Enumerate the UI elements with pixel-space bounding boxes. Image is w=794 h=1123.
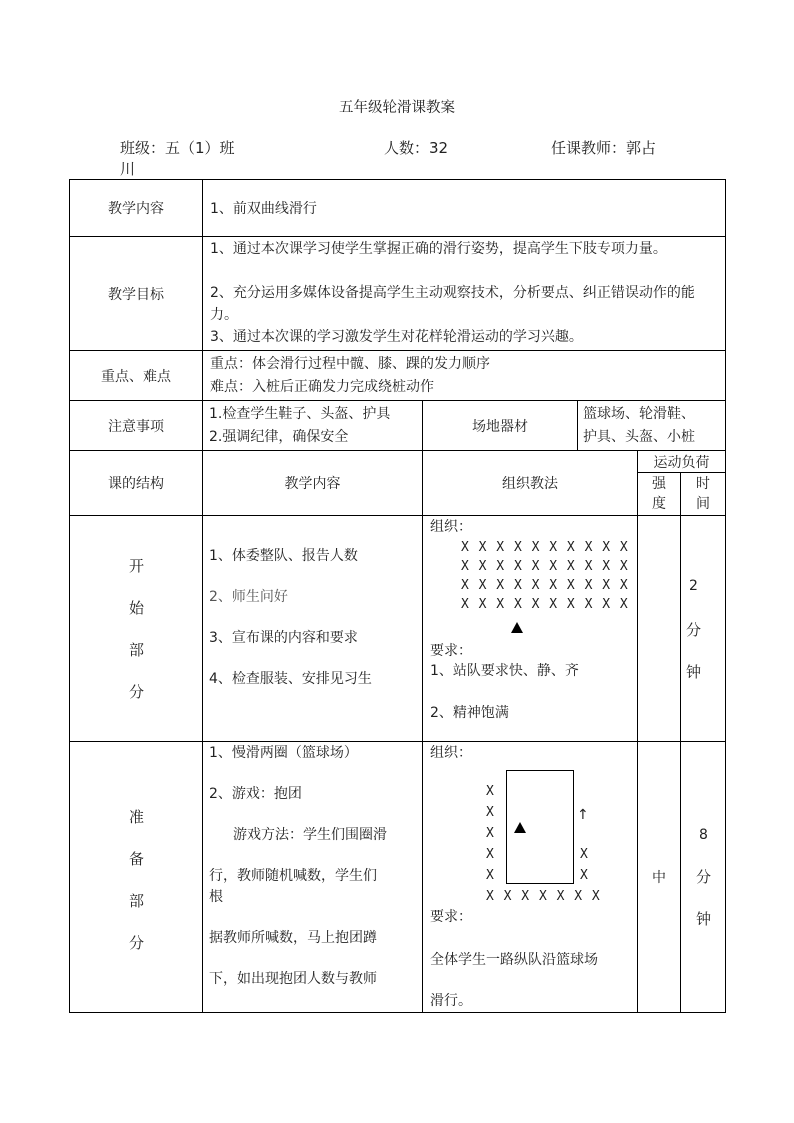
start-item-3: 3、宣布课的内容和要求	[209, 630, 358, 646]
right-col-1: X	[580, 847, 589, 862]
formation-row-2: X X X X X X X X X X	[461, 559, 629, 574]
lesson-table	[69, 179, 726, 1013]
start-req-label: 要求：	[430, 643, 472, 659]
label-venue	[423, 401, 578, 451]
start-item-4: 4、检查服装、安排见习生	[209, 671, 372, 687]
left-col-5: X	[486, 868, 495, 883]
student-count: 人数：32	[384, 139, 449, 157]
prep-method-cell	[423, 742, 638, 1013]
prep-item-4: 行，教师随机喊数，学生们	[209, 868, 377, 884]
prep-label-3: 部	[128, 892, 144, 910]
page-title: 五年级轮滑课教案	[339, 100, 455, 116]
start-method-cell	[423, 516, 638, 742]
start-time-2: 分	[685, 621, 701, 639]
start-content-cell	[203, 516, 423, 742]
label-time	[681, 473, 726, 516]
class-info	[120, 138, 235, 180]
prep-item-5: 根	[209, 889, 223, 905]
label-notes	[70, 401, 203, 451]
label-content-text: 教学内容	[108, 201, 164, 217]
goal-3: 3、通过本次课的学习激发学生对花样轮滑运动的学习兴趣。	[210, 329, 583, 345]
prep-item-7: 下，如出现抱团人数与教师	[209, 971, 377, 987]
prep-time-1: 8	[699, 827, 708, 843]
direction-arrow-icon: ↑	[577, 807, 589, 823]
formation-row-1: X X X X X X X X X X	[461, 540, 629, 555]
left-col-2: X	[486, 805, 495, 820]
label-structure	[70, 451, 203, 516]
left-col-3: X	[486, 826, 495, 841]
prep-item-6: 据教师所喊数，马上抱团蹲	[209, 930, 377, 946]
prep-time-3: 钟	[695, 910, 711, 928]
prep-label-2: 备	[128, 850, 144, 868]
label-load-text: 运动负荷	[653, 454, 710, 471]
goal-1: 1、通过本次课学习使学生掌握正确的滑行姿势，提高学生下肢专项力量。	[210, 241, 667, 257]
prep-label-4: 分	[128, 934, 144, 952]
formation-row-4: X X X X X X X X X X	[461, 597, 629, 612]
class-line1: 班级：五（1）班	[120, 139, 235, 157]
class-line2: 川	[120, 160, 136, 178]
prep-item-2: 2、游戏：抱团	[209, 786, 302, 802]
label-method-text: 组织教法	[502, 476, 558, 492]
label-load	[638, 451, 726, 473]
start-label-1: 开	[128, 557, 144, 575]
start-label-2: 始	[128, 599, 144, 617]
label-structure-text: 课的结构	[108, 476, 164, 492]
prep-label-1: 准	[128, 808, 144, 826]
goal-2: 2、充分运用多媒体设备提高学生主动观察技术，分析要点、纠正错误动作的能力。	[210, 285, 695, 323]
prep-content-cell	[203, 742, 423, 1013]
prep-label-cell	[70, 742, 203, 1013]
start-time-1: 2	[689, 578, 698, 594]
start-item-1: 1、体委整队、报告人数	[209, 548, 358, 564]
equipment-2: 护具、头盔、小桩	[583, 429, 695, 445]
teacher-triangle-icon	[511, 622, 523, 633]
note-1: 1.检查学生鞋子、头盔、护具	[209, 406, 391, 422]
label-goals	[70, 237, 203, 351]
difficult-point: 难点：入桩后正确发力完成绕桩动作	[210, 379, 434, 395]
note-2: 2.强调纪律，确保安全	[209, 429, 349, 445]
prep-time-2: 分	[695, 868, 711, 886]
label-content2-text: 教学内容	[284, 476, 341, 492]
start-req-2: 2、精神饱满	[430, 705, 509, 721]
prep-req-2: 滑行。	[430, 993, 472, 1009]
start-time-3: 钟	[685, 663, 701, 681]
start-label-4: 分	[128, 683, 144, 701]
label-intensity-text: 强度	[652, 476, 666, 512]
label-content2	[203, 451, 423, 516]
label-key	[70, 351, 203, 401]
prep-org-label: 组织：	[430, 745, 472, 761]
label-time-text: 时间	[696, 476, 710, 512]
prep-intensity-cell	[638, 742, 681, 1013]
label-method	[423, 451, 638, 516]
prep-item-1: 1、慢滑两圈（篮球场）	[209, 745, 358, 761]
start-label-cell	[70, 516, 203, 742]
formation-row-3: X X X X X X X X X X	[461, 578, 629, 593]
start-req-1: 1、站队要求快、静、齐	[430, 663, 579, 679]
equipment-cell	[578, 401, 726, 451]
start-org-label: 组织：	[430, 519, 472, 535]
start-time-cell	[681, 516, 726, 742]
right-col-2: X	[580, 868, 589, 883]
key-cell	[203, 351, 726, 401]
content-text: 1、前双曲线滑行	[210, 201, 317, 217]
start-label-3: 部	[128, 641, 144, 659]
label-key-text: 重点、难点	[101, 368, 171, 385]
prep-intensity: 中	[652, 870, 666, 886]
left-col-4: X	[486, 847, 495, 862]
notes-cell	[203, 401, 423, 451]
label-goals-text: 教学目标	[108, 286, 164, 303]
teacher-name: 任课教师：郭占	[551, 139, 657, 157]
prep-item-3: 游戏方法：学生们围圈滑	[233, 827, 387, 843]
prep-time-cell	[681, 742, 726, 1013]
prep-req-1: 全体学生一路纵队沿篮球场	[430, 952, 598, 968]
content-cell	[203, 180, 726, 237]
goals-cell	[203, 237, 726, 351]
left-col-1: X	[486, 784, 495, 799]
label-notes-text: 注意事项	[108, 418, 164, 435]
equipment-1: 篮球场、轮滑鞋、	[583, 406, 695, 422]
label-venue-text: 场地器材	[472, 418, 528, 435]
start-item-2: 2、师生问好	[209, 589, 288, 605]
prep-req-label: 要求：	[430, 909, 472, 925]
label-intensity	[638, 473, 681, 516]
teacher-triangle-icon	[514, 822, 526, 833]
key-point: 重点：体会滑行过程中髋、膝、踝的发力顺序	[210, 356, 490, 372]
bottom-row: X X X X X X X	[486, 889, 601, 904]
label-content	[70, 180, 203, 237]
